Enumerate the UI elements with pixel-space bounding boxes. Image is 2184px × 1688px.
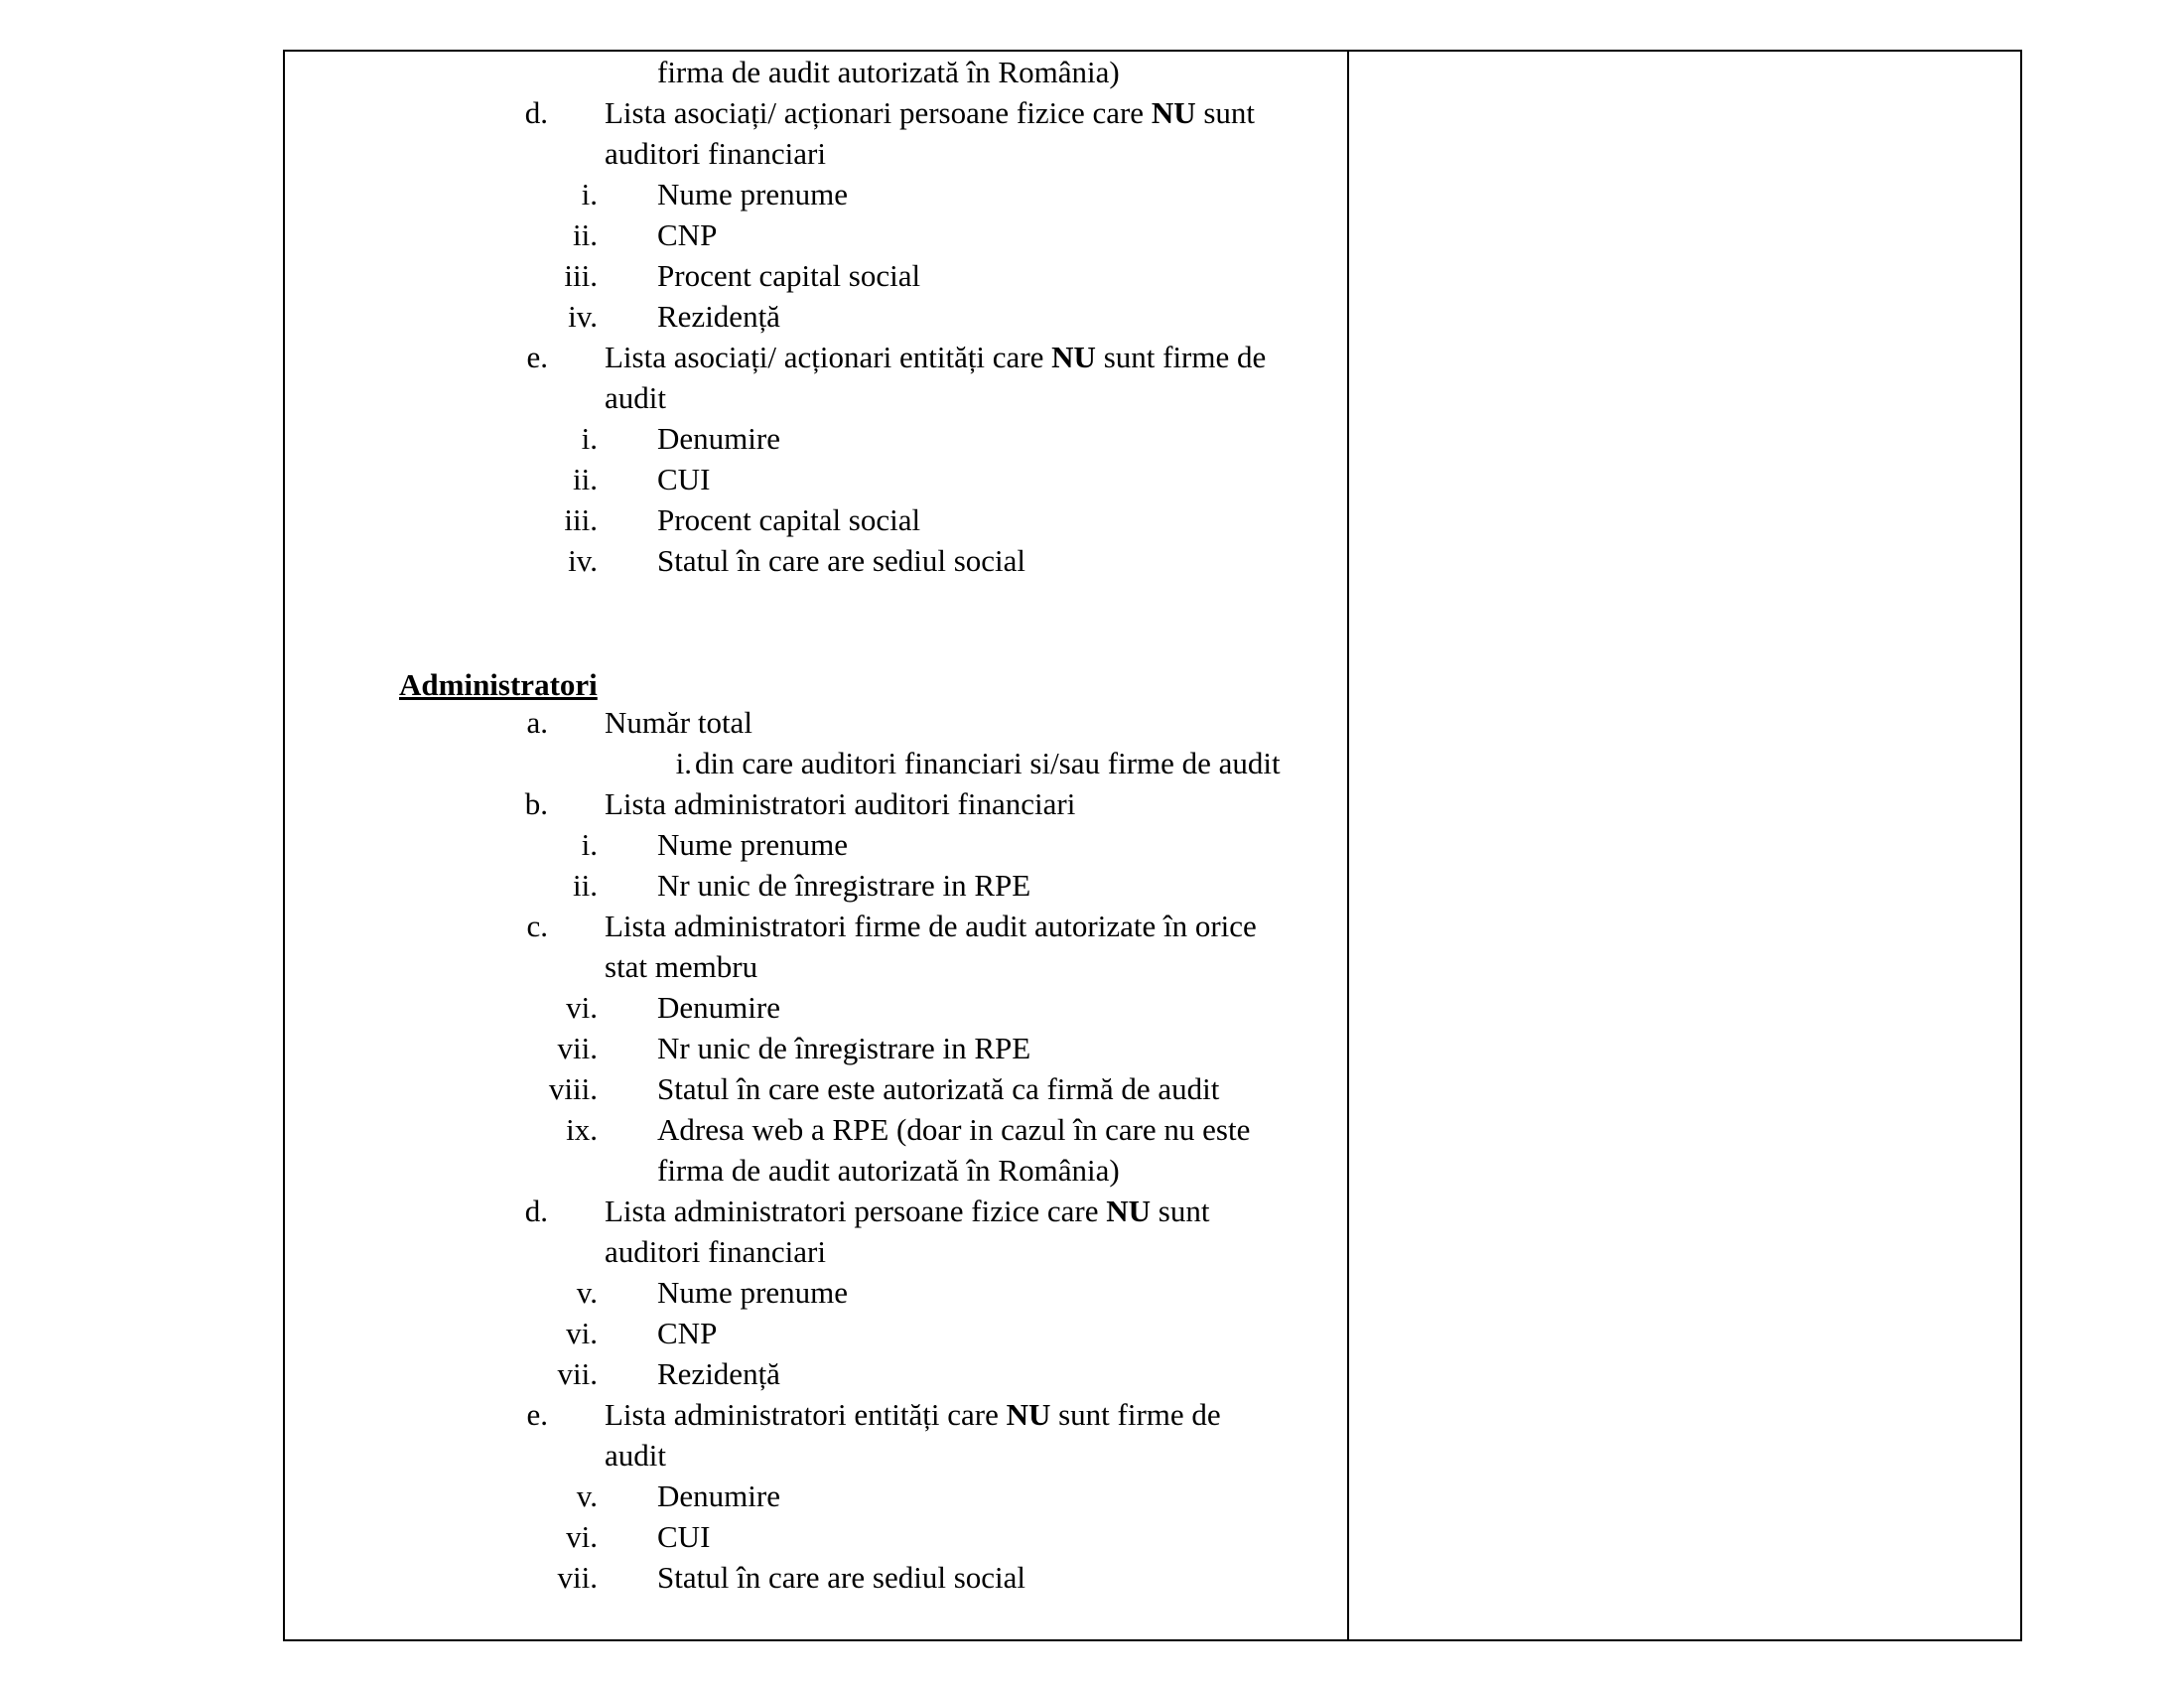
table-left-cell: firma de audit autorizată în România) d. Lista asociați/ acționari persoane fizice care NU sunt auditori financiari i. Nume prenume ii. CNP iii. Procent capital social iv. Rezidență e. Lista asociați/ acționari entități care NU sunt firme de audit i. Denumire ii. CUI iii. Procent capital social iv. Statul în care are sediul social Administratori a. Număr total i. din care auditori financiari si/sau firme de audit b. Lista administratori auditori financiari i. Nume prenume ii. Nr unic de înregistrare in RPE c. Lista administratori firme de audit autorizate în orice stat membru vi. Denumire vii. Nr unic de înregistrare in RPE viii. Statul în care este autorizată ca firmă de audit ix. Adresa web a RPE (doar in cazul în care nu este firma de audit autorizată în România) d. Lista administratori persoane fizice care NU sunt auditori financiari v. Nume prenume vi. CNP vii. Rezidență e. Lista administratori entități care NU sunt firme de audit v. Denumire vi. CUI vii. Statul în care are sediul social xyxy=(399,55,1281,1595)
column-divider xyxy=(1347,52,1349,1639)
section-heading: Administratori xyxy=(399,667,598,702)
document-table xyxy=(283,50,2022,1641)
